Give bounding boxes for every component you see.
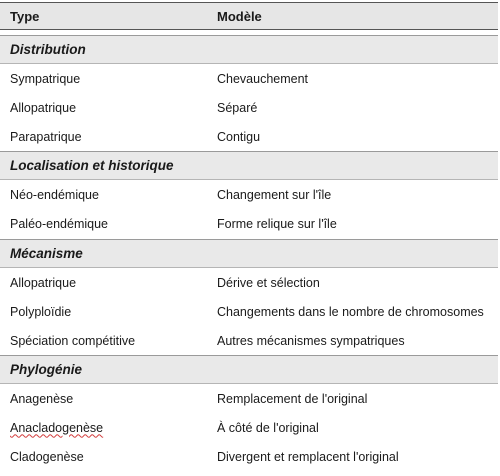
type-cell: Allopatrique	[10, 100, 77, 115]
model-cell: À côté de l'original	[217, 420, 319, 435]
type-cell: Polyploïdie	[10, 304, 72, 319]
table-row	[0, 268, 498, 297]
section-title: Localisation et historique	[10, 158, 174, 173]
type-cell: Sympatrique	[10, 71, 81, 86]
table-row	[0, 64, 498, 93]
table-row	[0, 413, 498, 442]
table-row	[0, 180, 498, 209]
table-row	[0, 297, 498, 326]
table-row	[0, 122, 498, 151]
type-cell: Cladogenèse	[10, 449, 84, 464]
table-row	[0, 93, 498, 122]
model-cell: Divergent et remplacent l'original	[217, 449, 399, 464]
type-cell: Anagenèse	[10, 391, 74, 406]
table-row	[0, 209, 498, 238]
table-row	[0, 384, 498, 413]
model-cell: Contigu	[217, 129, 261, 144]
header-model: Modèle	[217, 8, 262, 24]
section-title: Distribution	[10, 42, 86, 57]
type-cell: Néo-endémique	[10, 187, 99, 202]
section-localisation	[0, 151, 498, 180]
type-cell: Anacladogenèse	[10, 420, 104, 435]
section-title: Phylogénie	[10, 362, 83, 377]
model-cell: Dérive et sélection	[217, 275, 320, 290]
header-type: Type	[10, 8, 40, 24]
model-cell: Remplacement de l'original	[217, 391, 368, 406]
model-cell: Forme relique sur l'île	[217, 216, 337, 231]
table-row	[0, 326, 498, 355]
type-cell: Allopatrique	[10, 275, 77, 290]
section-mecanisme	[0, 239, 498, 268]
section-distribution	[0, 35, 498, 64]
type-cell: Spéciation compétitive	[10, 333, 136, 348]
model-cell: Chevauchement	[217, 71, 309, 86]
table-header	[0, 2, 498, 30]
table-row	[0, 442, 498, 471]
type-cell: Parapatrique	[10, 129, 82, 144]
section-phylogenie	[0, 355, 498, 384]
model-cell: Autres mécanismes sympatriques	[217, 333, 405, 348]
model-cell: Séparé	[217, 100, 258, 115]
model-cell: Changement sur l'île	[217, 187, 332, 202]
section-title: Mécanisme	[10, 246, 83, 261]
type-cell: Paléo-endémique	[10, 216, 108, 231]
model-cell: Changements dans le nombre de chromosomes	[217, 304, 484, 319]
